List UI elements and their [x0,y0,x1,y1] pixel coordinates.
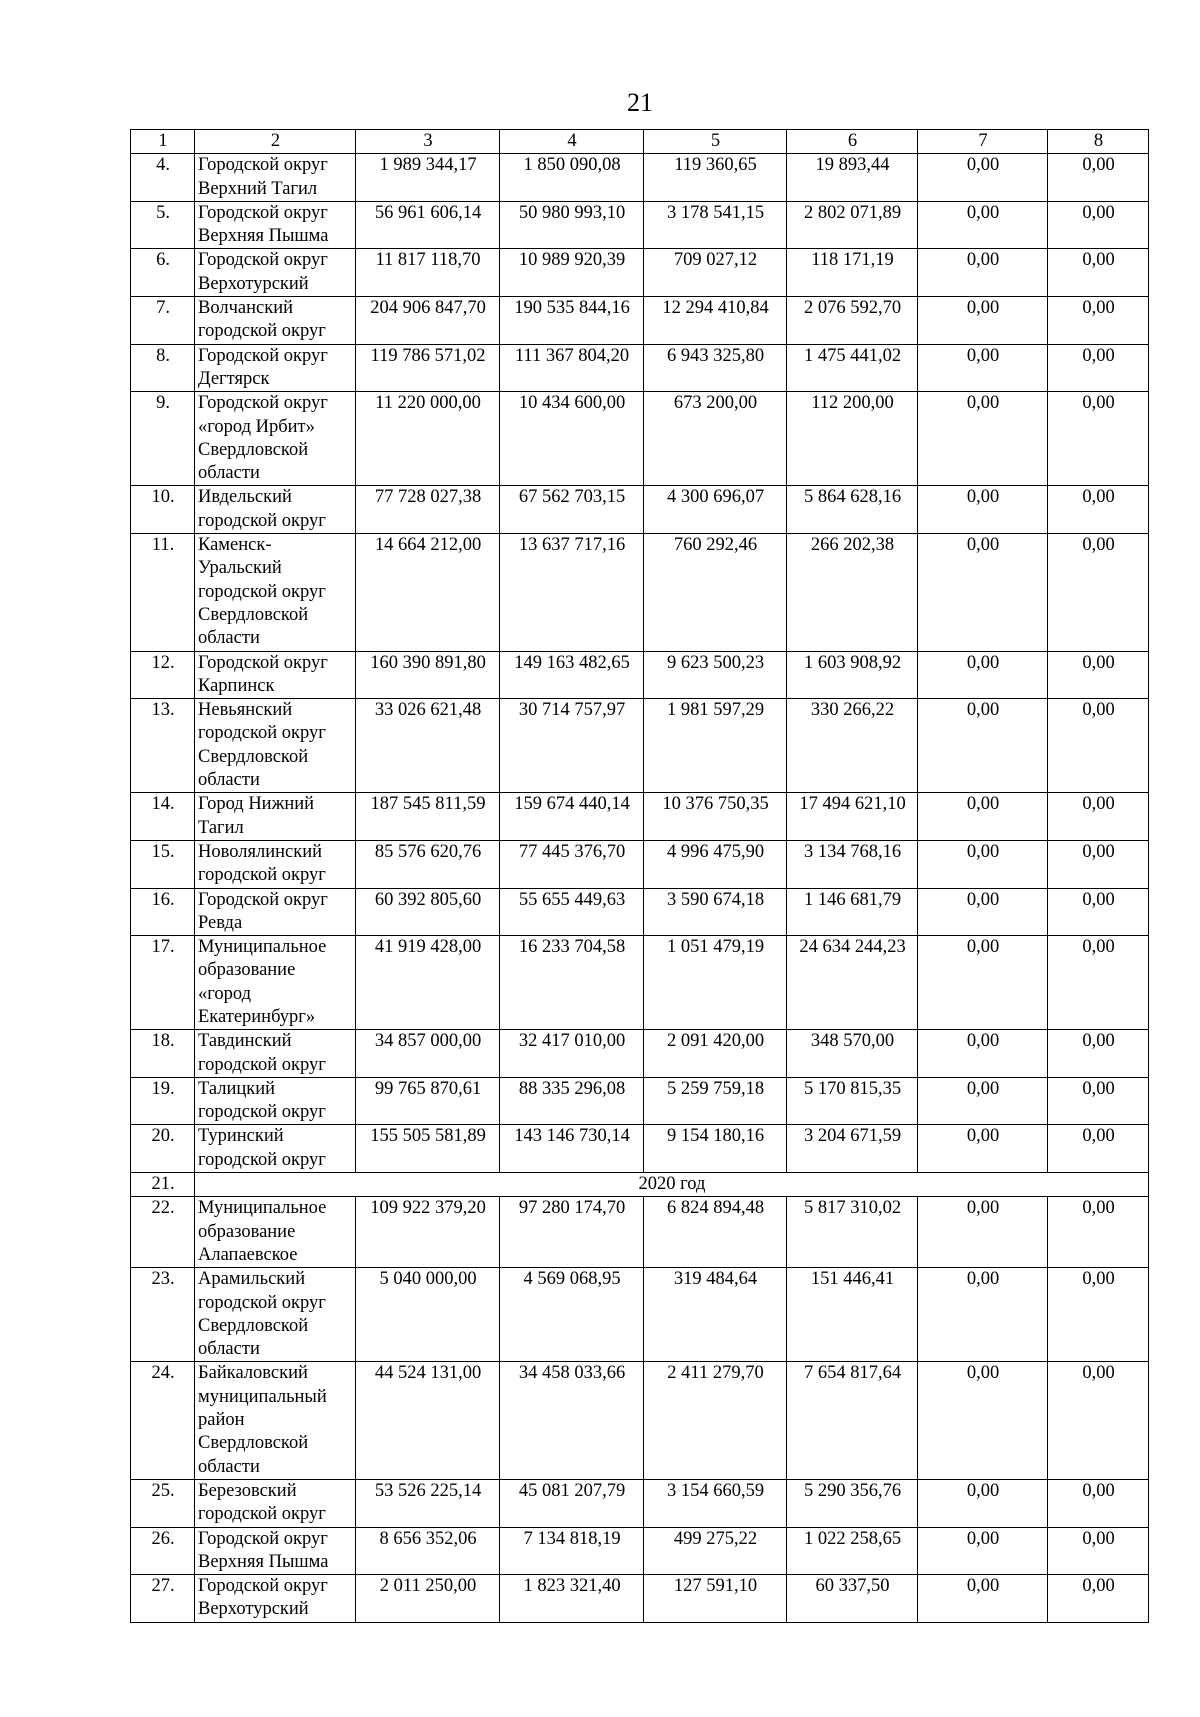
value-cell-col-6: 2 802 071,89 [787,201,918,249]
municipality-name-line: муниципальный [198,1386,327,1407]
row-number: 26. [131,1527,195,1575]
table-row [131,1125,1149,1173]
municipality-name-line: области [198,770,260,791]
row-number: 6. [131,249,195,297]
table-row [131,392,1149,486]
municipality-name-line: Талицкий [198,1078,276,1099]
value-cell-col-4: 77 445 376,70 [500,840,644,888]
municipality-name-line: городской округ [198,321,326,342]
value-cell-col-4: 190 535 844,16 [500,297,644,345]
value-cell-col-4: 88 335 296,08 [500,1077,644,1125]
value-cell-col-7: 0,00 [918,534,1048,651]
municipality-name [195,392,356,486]
table-row [131,154,1149,202]
table-row [131,1030,1149,1078]
value-cell-col-6: 5 290 356,76 [787,1479,918,1527]
value-cell-col-7: 0,00 [918,840,1048,888]
value-cell-col-8: 0,00 [1048,344,1149,392]
value-cell-col-7: 0,00 [918,1527,1048,1575]
value-cell-col-3: 1 989 344,17 [356,154,500,202]
value-cell-col-3: 204 906 847,70 [356,297,500,345]
municipality-name [195,1527,356,1575]
value-cell-col-3: 60 392 805,60 [356,888,500,936]
municipality-name-line: городской округ [198,1149,326,1170]
value-cell-col-4: 143 146 730,14 [500,1125,644,1173]
value-cell-col-3: 44 524 131,00 [356,1362,500,1479]
value-cell-col-5: 9 623 500,23 [644,651,787,699]
municipality-name-line: Свердловской [198,1433,309,1454]
municipality-name [195,1197,356,1268]
municipality-name [195,1575,356,1623]
value-cell-col-8: 0,00 [1048,1268,1149,1362]
row-number: 7. [131,297,195,345]
value-cell-col-8: 0,00 [1048,840,1149,888]
header-cell: 7 [918,130,1048,154]
municipality-name-line: Верхняя Пышма [198,226,329,247]
municipality-name-line: Муниципальное [198,937,327,958]
value-cell-col-5: 3 178 541,15 [644,201,787,249]
municipality-name-line: Березовский [198,1480,297,1501]
municipality-name-line: Город Нижний [198,794,315,815]
municipality-name-line: области [198,628,260,649]
value-cell-col-5: 6 824 894,48 [644,1197,787,1268]
row-number: 15. [131,840,195,888]
value-cell-col-7: 0,00 [918,154,1048,202]
value-cell-col-3: 119 786 571,02 [356,344,500,392]
value-cell-col-4: 50 980 993,10 [500,201,644,249]
table-row [131,651,1149,699]
table-row [131,936,1149,1030]
municipality-name [195,1362,356,1479]
municipality-name-line: Уральский [198,558,282,579]
table-row [131,793,1149,841]
value-cell-col-3: 155 505 581,89 [356,1125,500,1173]
row-number: 14. [131,793,195,841]
municipality-name-line: Городской округ [198,889,328,910]
value-cell-col-6: 5 170 815,35 [787,1077,918,1125]
value-cell-col-7: 0,00 [918,651,1048,699]
value-cell-col-6: 1 146 681,79 [787,888,918,936]
value-cell-col-5: 6 943 325,80 [644,344,787,392]
municipality-name [195,344,356,392]
value-cell-col-8: 0,00 [1048,1030,1149,1078]
table-row [131,201,1149,249]
value-cell-col-3: 160 390 891,80 [356,651,500,699]
municipality-name [195,201,356,249]
value-cell-col-8: 0,00 [1048,534,1149,651]
value-cell-col-5: 2 091 420,00 [644,1030,787,1078]
value-cell-col-7: 0,00 [918,1479,1048,1527]
header-cell: 6 [787,130,918,154]
value-cell-col-5: 2 411 279,70 [644,1362,787,1479]
value-cell-col-3: 33 026 621,48 [356,699,500,793]
municipality-name-line: Екатеринбург» [198,1006,316,1027]
value-cell-col-7: 0,00 [918,936,1048,1030]
row-number: 9. [131,392,195,486]
municipality-name [195,840,356,888]
municipality-name-line: Свердловской [198,746,309,767]
value-cell-col-5: 10 376 750,35 [644,793,787,841]
value-cell-col-8: 0,00 [1048,486,1149,534]
municipality-name [195,793,356,841]
municipality-name-line: городской округ [198,1102,326,1123]
value-cell-col-6: 1 603 908,92 [787,651,918,699]
header-cell: 2 [195,130,356,154]
value-cell-col-3: 56 961 606,14 [356,201,500,249]
value-cell-col-5: 3 590 674,18 [644,888,787,936]
value-cell-col-3: 109 922 379,20 [356,1197,500,1268]
row-number: 24. [131,1362,195,1479]
value-cell-col-5: 12 294 410,84 [644,297,787,345]
municipality-name-line: Городской округ [198,250,328,271]
value-cell-col-8: 0,00 [1048,936,1149,1030]
table-row [131,486,1149,534]
municipality-name-line: городской округ [198,581,326,602]
table-row [131,1077,1149,1125]
value-cell-col-5: 760 292,46 [644,534,787,651]
municipality-name [195,534,356,651]
value-cell-col-7: 0,00 [918,699,1048,793]
value-cell-col-8: 0,00 [1048,888,1149,936]
value-cell-col-6: 5 864 628,16 [787,486,918,534]
municipality-name-line: Городской округ [198,345,328,366]
row-number: 23. [131,1268,195,1362]
value-cell-col-5: 1 051 479,19 [644,936,787,1030]
value-cell-col-3: 187 545 811,59 [356,793,500,841]
value-cell-col-4: 1 850 090,08 [500,154,644,202]
row-number: 13. [131,699,195,793]
value-cell-col-5: 4 300 696,07 [644,486,787,534]
value-cell-col-6: 1 022 258,65 [787,1527,918,1575]
value-cell-col-4: 67 562 703,15 [500,486,644,534]
municipality-name-line: образование [198,1221,296,1242]
municipality-name-line: район [198,1410,245,1431]
value-cell-col-6: 348 570,00 [787,1030,918,1078]
value-cell-col-8: 0,00 [1048,1527,1149,1575]
value-cell-col-8: 0,00 [1048,201,1149,249]
row-number: 25. [131,1479,195,1527]
value-cell-col-3: 11 220 000,00 [356,392,500,486]
municipality-name-line: городской округ [198,723,326,744]
municipality-name-line: Невьянский [198,700,293,721]
municipality-name-line: Верхняя Пышма [198,1551,329,1572]
row-number: 5. [131,201,195,249]
value-cell-col-3: 14 664 212,00 [356,534,500,651]
budget-table [130,129,1149,1623]
value-cell-col-4: 97 280 174,70 [500,1197,644,1268]
value-cell-col-6: 60 337,50 [787,1575,918,1623]
value-cell-col-7: 0,00 [918,1268,1048,1362]
value-cell-col-5: 709 027,12 [644,249,787,297]
value-cell-col-3: 34 857 000,00 [356,1030,500,1078]
municipality-name [195,297,356,345]
municipality-name-line: Каменск- [198,535,272,556]
municipality-name-line: городской округ [198,1292,326,1313]
value-cell-col-4: 1 823 321,40 [500,1575,644,1623]
value-cell-col-4: 111 367 804,20 [500,344,644,392]
row-number: 19. [131,1077,195,1125]
municipality-name-line: Ивдельский [198,487,292,508]
municipality-name [195,888,356,936]
table-section-row [131,1173,1149,1197]
table-row [131,249,1149,297]
value-cell-col-8: 0,00 [1048,1197,1149,1268]
value-cell-col-3: 2 011 250,00 [356,1575,500,1623]
value-cell-col-4: 149 163 482,65 [500,651,644,699]
municipality-name [195,651,356,699]
value-cell-col-4: 7 134 818,19 [500,1527,644,1575]
municipality-name-line: городской округ [198,865,326,886]
value-cell-col-5: 119 360,65 [644,154,787,202]
municipality-name-line: Алапаевское [198,1244,298,1265]
municipality-name-line: «город [198,983,252,1004]
value-cell-col-4: 30 714 757,97 [500,699,644,793]
table-row [131,534,1149,651]
municipality-name-line: Городской округ [198,202,328,223]
value-cell-col-8: 0,00 [1048,1125,1149,1173]
value-cell-col-5: 9 154 180,16 [644,1125,787,1173]
value-cell-col-8: 0,00 [1048,154,1149,202]
value-cell-col-8: 0,00 [1048,1362,1149,1479]
municipality-name-line: образование [198,960,296,981]
municipality-name-line: Свердловской [198,439,309,460]
municipality-name-line: Волчанский [198,298,293,319]
row-number: 10. [131,486,195,534]
value-cell-col-7: 0,00 [918,1362,1048,1479]
value-cell-col-3: 99 765 870,61 [356,1077,500,1125]
row-number: 8. [131,344,195,392]
table-row [131,1362,1149,1479]
table-header-row [131,130,1149,154]
value-cell-col-6: 112 200,00 [787,392,918,486]
year-section-label: 2020 год [195,1173,1149,1197]
value-cell-col-7: 0,00 [918,1030,1048,1078]
municipality-name-line: Городской округ [198,1576,328,1597]
row-number: 4. [131,154,195,202]
value-cell-col-6: 3 204 671,59 [787,1125,918,1173]
value-cell-col-6: 330 266,22 [787,699,918,793]
header-cell: 3 [356,130,500,154]
value-cell-col-4: 13 637 717,16 [500,534,644,651]
municipality-name-line: Карпинск [198,675,275,696]
value-cell-col-6: 19 893,44 [787,154,918,202]
municipality-name-line: Тавдинский [198,1031,292,1052]
value-cell-col-4: 45 081 207,79 [500,1479,644,1527]
value-cell-col-8: 0,00 [1048,1479,1149,1527]
value-cell-col-7: 0,00 [918,392,1048,486]
value-cell-col-5: 127 591,10 [644,1575,787,1623]
municipality-name-line: «город Ирбит» [198,416,315,437]
municipality-name [195,1030,356,1078]
value-cell-col-6: 118 171,19 [787,249,918,297]
municipality-name [195,1479,356,1527]
header-cell: 8 [1048,130,1149,154]
value-cell-col-6: 24 634 244,23 [787,936,918,1030]
value-cell-col-4: 16 233 704,58 [500,936,644,1030]
value-cell-col-4: 55 655 449,63 [500,888,644,936]
value-cell-col-8: 0,00 [1048,297,1149,345]
municipality-name-line: области [198,1456,260,1477]
municipality-name-line: городской округ [198,1504,326,1525]
value-cell-col-4: 10 434 600,00 [500,392,644,486]
row-number: 21. [131,1173,195,1197]
municipality-name-line: Верхотурский [198,273,309,294]
municipality-name-line: области [198,463,260,484]
municipality-name-line: Дегтярск [198,368,270,389]
value-cell-col-4: 4 569 068,95 [500,1268,644,1362]
value-cell-col-4: 10 989 920,39 [500,249,644,297]
value-cell-col-7: 0,00 [918,1197,1048,1268]
municipality-name-line: Арамильский [198,1269,306,1290]
value-cell-col-4: 34 458 033,66 [500,1362,644,1479]
value-cell-col-5: 1 981 597,29 [644,699,787,793]
value-cell-col-5: 673 200,00 [644,392,787,486]
value-cell-col-6: 1 475 441,02 [787,344,918,392]
municipality-name-line: Свердловской [198,604,309,625]
row-number: 17. [131,936,195,1030]
value-cell-col-8: 0,00 [1048,793,1149,841]
value-cell-col-7: 0,00 [918,793,1048,841]
value-cell-col-3: 41 919 428,00 [356,936,500,1030]
value-cell-col-5: 3 154 660,59 [644,1479,787,1527]
value-cell-col-3: 11 817 118,70 [356,249,500,297]
value-cell-col-5: 319 484,64 [644,1268,787,1362]
table-row [131,344,1149,392]
row-number: 12. [131,651,195,699]
table-row [131,888,1149,936]
row-number: 27. [131,1575,195,1623]
municipality-name-line: области [198,1339,260,1360]
value-cell-col-6: 151 446,41 [787,1268,918,1362]
municipality-name-line: Свердловской [198,1315,309,1336]
municipality-name-line: Байкаловский [198,1363,308,1384]
header-cell: 1 [131,130,195,154]
municipality-name-line: Верхний Тагил [198,178,318,199]
value-cell-col-8: 0,00 [1048,699,1149,793]
table-row [131,1479,1149,1527]
value-cell-col-7: 0,00 [918,1125,1048,1173]
value-cell-col-6: 17 494 621,10 [787,793,918,841]
value-cell-col-5: 5 259 759,18 [644,1077,787,1125]
value-cell-col-5: 4 996 475,90 [644,840,787,888]
table-row [131,1197,1149,1268]
municipality-name [195,1125,356,1173]
value-cell-col-4: 159 674 440,14 [500,793,644,841]
municipality-name-line: Муниципальное [198,1198,327,1219]
municipality-name-line: Городской округ [198,155,328,176]
table-row [131,699,1149,793]
value-cell-col-8: 0,00 [1048,1077,1149,1125]
value-cell-col-3: 77 728 027,38 [356,486,500,534]
value-cell-col-6: 5 817 310,02 [787,1197,918,1268]
row-number: 20. [131,1125,195,1173]
municipality-name-line: Верхотурский [198,1599,309,1620]
row-number: 16. [131,888,195,936]
municipality-name [195,699,356,793]
value-cell-col-4: 32 417 010,00 [500,1030,644,1078]
value-cell-col-8: 0,00 [1048,651,1149,699]
page-number: 21 [627,88,653,117]
value-cell-col-7: 0,00 [918,297,1048,345]
value-cell-col-6: 7 654 817,64 [787,1362,918,1479]
value-cell-col-7: 0,00 [918,201,1048,249]
value-cell-col-3: 8 656 352,06 [356,1527,500,1575]
value-cell-col-5: 499 275,22 [644,1527,787,1575]
value-cell-col-7: 0,00 [918,1077,1048,1125]
value-cell-col-8: 0,00 [1048,1575,1149,1623]
municipality-name-line: Городской округ [198,393,328,414]
value-cell-col-7: 0,00 [918,344,1048,392]
table-body [131,130,1149,1623]
header-cell: 4 [500,130,644,154]
row-number: 22. [131,1197,195,1268]
municipality-name-line: Городской округ [198,652,328,673]
value-cell-col-3: 5 040 000,00 [356,1268,500,1362]
municipality-name [195,1268,356,1362]
municipality-name [195,936,356,1030]
row-number: 18. [131,1030,195,1078]
municipality-name-line: Ревда [198,912,243,933]
municipality-name-line: городской округ [198,510,326,531]
value-cell-col-7: 0,00 [918,249,1048,297]
value-cell-col-7: 0,00 [918,486,1048,534]
value-cell-col-7: 0,00 [918,888,1048,936]
municipality-name-line: Новолялинский [198,841,322,862]
municipality-name-line: Туринский [198,1126,284,1147]
value-cell-col-6: 266 202,38 [787,534,918,651]
table-row [131,840,1149,888]
value-cell-col-6: 2 076 592,70 [787,297,918,345]
municipality-name-line: Тагил [198,817,244,838]
table-row [131,1268,1149,1362]
header-cell: 5 [644,130,787,154]
municipality-name [195,249,356,297]
table-row [131,297,1149,345]
row-number: 11. [131,534,195,651]
municipality-name [195,154,356,202]
municipality-name [195,486,356,534]
table-row [131,1527,1149,1575]
value-cell-col-3: 85 576 620,76 [356,840,500,888]
municipality-name [195,1077,356,1125]
value-cell-col-3: 53 526 225,14 [356,1479,500,1527]
municipality-name-line: городской округ [198,1054,326,1075]
value-cell-col-6: 3 134 768,16 [787,840,918,888]
value-cell-col-8: 0,00 [1048,249,1149,297]
municipality-name-line: Городской округ [198,1528,328,1549]
value-cell-col-7: 0,00 [918,1575,1048,1623]
value-cell-col-8: 0,00 [1048,392,1149,486]
table-row [131,1575,1149,1623]
